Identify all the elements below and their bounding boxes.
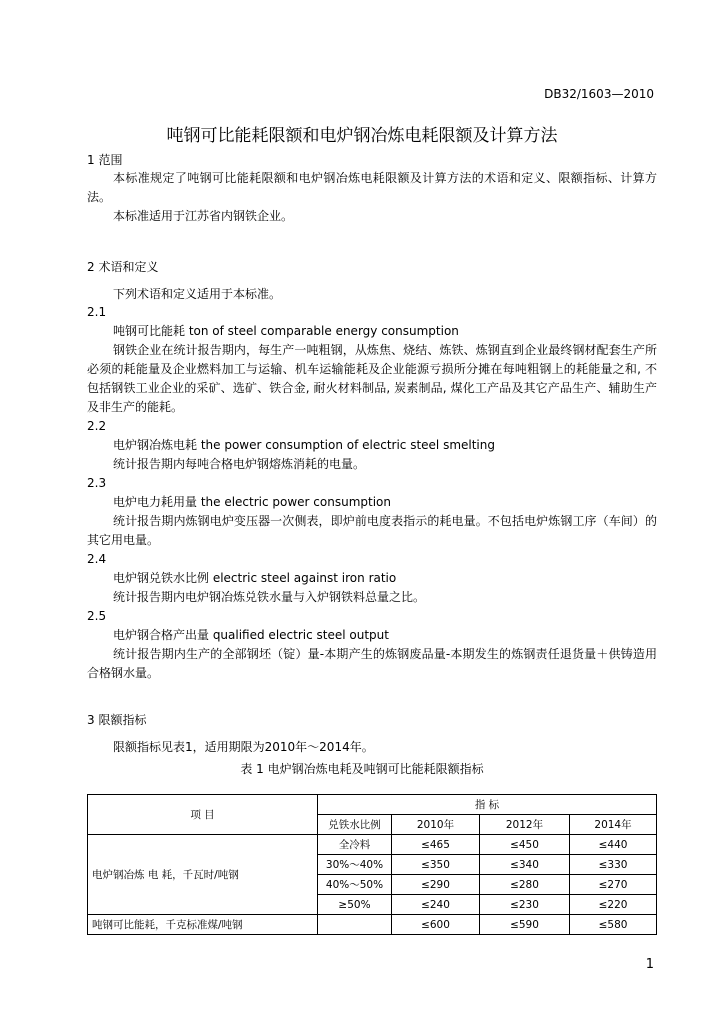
term-name: 电炉钢冶炼电耗 the power consumption of electric steel smelting (113, 438, 495, 452)
table-cell: ≤290 (392, 875, 480, 895)
table-subheader: 2012年 (480, 815, 570, 835)
table-cell: ≤465 (392, 835, 480, 855)
table-cell: 30%～40% (318, 855, 392, 875)
table-cell: ≥50% (318, 895, 392, 915)
table-cell: ≤270 (570, 875, 657, 895)
standard-code: DB32/1603—2010 (544, 87, 654, 101)
table-cell: ≤580 (570, 915, 657, 935)
section-3-heading: 3 限额指标 (87, 713, 147, 727)
section-2-intro: 下列术语和定义适用于本标准。 (113, 287, 282, 301)
table-cell: ≤230 (480, 895, 570, 915)
table-cell: ≤340 (480, 855, 570, 875)
table-subheader: 2010年 (392, 815, 480, 835)
table-cell: ≤220 (570, 895, 657, 915)
table-cell: ≤450 (480, 835, 570, 855)
limits-table (87, 794, 657, 935)
section-3-intro: 限额指标见表1，适用期限为2010年～2014年。 (113, 740, 374, 754)
table-subheader: 兑铁水比例 (318, 815, 392, 835)
term-definition: 统计报告期内生产的全部钢坯（锭）量-本期产生的炼钢废品量-本期发生的炼钢责任退货量＋供铸造用合格钢水量。 (87, 647, 657, 680)
table-cell: 40%～50% (318, 875, 392, 895)
term-name: 吨钢可比能耗 ton of steel comparable energy consumption (113, 324, 459, 338)
table-cell: 全冷料 (318, 835, 392, 855)
table-cell: ≤280 (480, 875, 570, 895)
row-group-label: 电炉钢冶炼 电 耗，千瓦时/吨钢 (88, 835, 318, 915)
table-cell: ≤590 (480, 915, 570, 935)
term-number: 2.5 (87, 609, 107, 623)
term-definition: 统计报告期内炼钢电炉变压器一次侧表，即炉前电度表指示的耗电量。不包括电炉炼钢工序（车间）的其它用电量。 (87, 514, 657, 547)
term-number: 2.1 (87, 305, 107, 319)
table-cell: ≤350 (392, 855, 480, 875)
section-1-paragraph-2: 本标准适用于江苏省内钢铁企业。 (113, 209, 294, 223)
table-row (88, 835, 657, 855)
term-name: 电炉电力耗用量 the electric power consumption (113, 495, 392, 509)
document-title: 吨钢可比能耗限额和电炉钢冶炼电耗限额及计算方法 (166, 126, 558, 146)
term-definition: 统计报告期内每吨合格电炉钢熔炼消耗的电量。 (113, 457, 366, 471)
term-number: 2.3 (87, 476, 107, 490)
term-definition: 钢铁企业在统计报告期内，每生产一吨粗钢，从炼焦、烧结、炼铁、炼钢直到企业最终钢材配套生产所必须的耗能量及企业燃料加工与运输、机车运输能耗及企业能源亏损所分摊在每吨粗钢上的耗能量之和, 不包括钢铁工业企业的采矿、选矿、铁合金, 耐火材料制品, 炭素制品, 煤化工产品及其它产品生产、辅助生产及非生产的能耗。 (87, 343, 657, 414)
section-1-heading: 1 范围 (87, 153, 123, 167)
table-header-item: 项 目 (88, 795, 318, 835)
term-name: 电炉钢兑铁水比例 electric steel against iron ratio (113, 571, 397, 585)
term-definition: 统计报告期内电炉钢冶炼兑铁水量与入炉钢铁料总量之比。 (113, 590, 426, 604)
term-number: 2.2 (87, 419, 107, 433)
page-number: 1 (645, 957, 654, 972)
table-row (88, 915, 657, 935)
table-subheader: 2014年 (570, 815, 657, 835)
term-number: 2.4 (87, 552, 107, 566)
row-label: 吨钢可比能耗，千克标准煤/吨钢 (88, 915, 318, 935)
table-caption: 表 1 电炉钢冶炼电耗及吨钢可比能耗限额指标 (240, 762, 484, 776)
table-cell: ≤600 (392, 915, 480, 935)
table-cell: ≤330 (570, 855, 657, 875)
section-2-heading: 2 术语和定义 (87, 260, 159, 274)
table-cell (318, 915, 392, 935)
table-cell: ≤440 (570, 835, 657, 855)
term-name: 电炉钢合格产出量 qualified electric steel output (113, 628, 389, 642)
table-cell: ≤240 (392, 895, 480, 915)
table-header-indicator: 指 标 (318, 795, 657, 815)
section-1-paragraph-1: 本标准规定了吨钢可比能耗限额和电炉钢冶炼电耗限额及计算方法的术语和定义、限额指标、计算方法。 (87, 171, 657, 204)
